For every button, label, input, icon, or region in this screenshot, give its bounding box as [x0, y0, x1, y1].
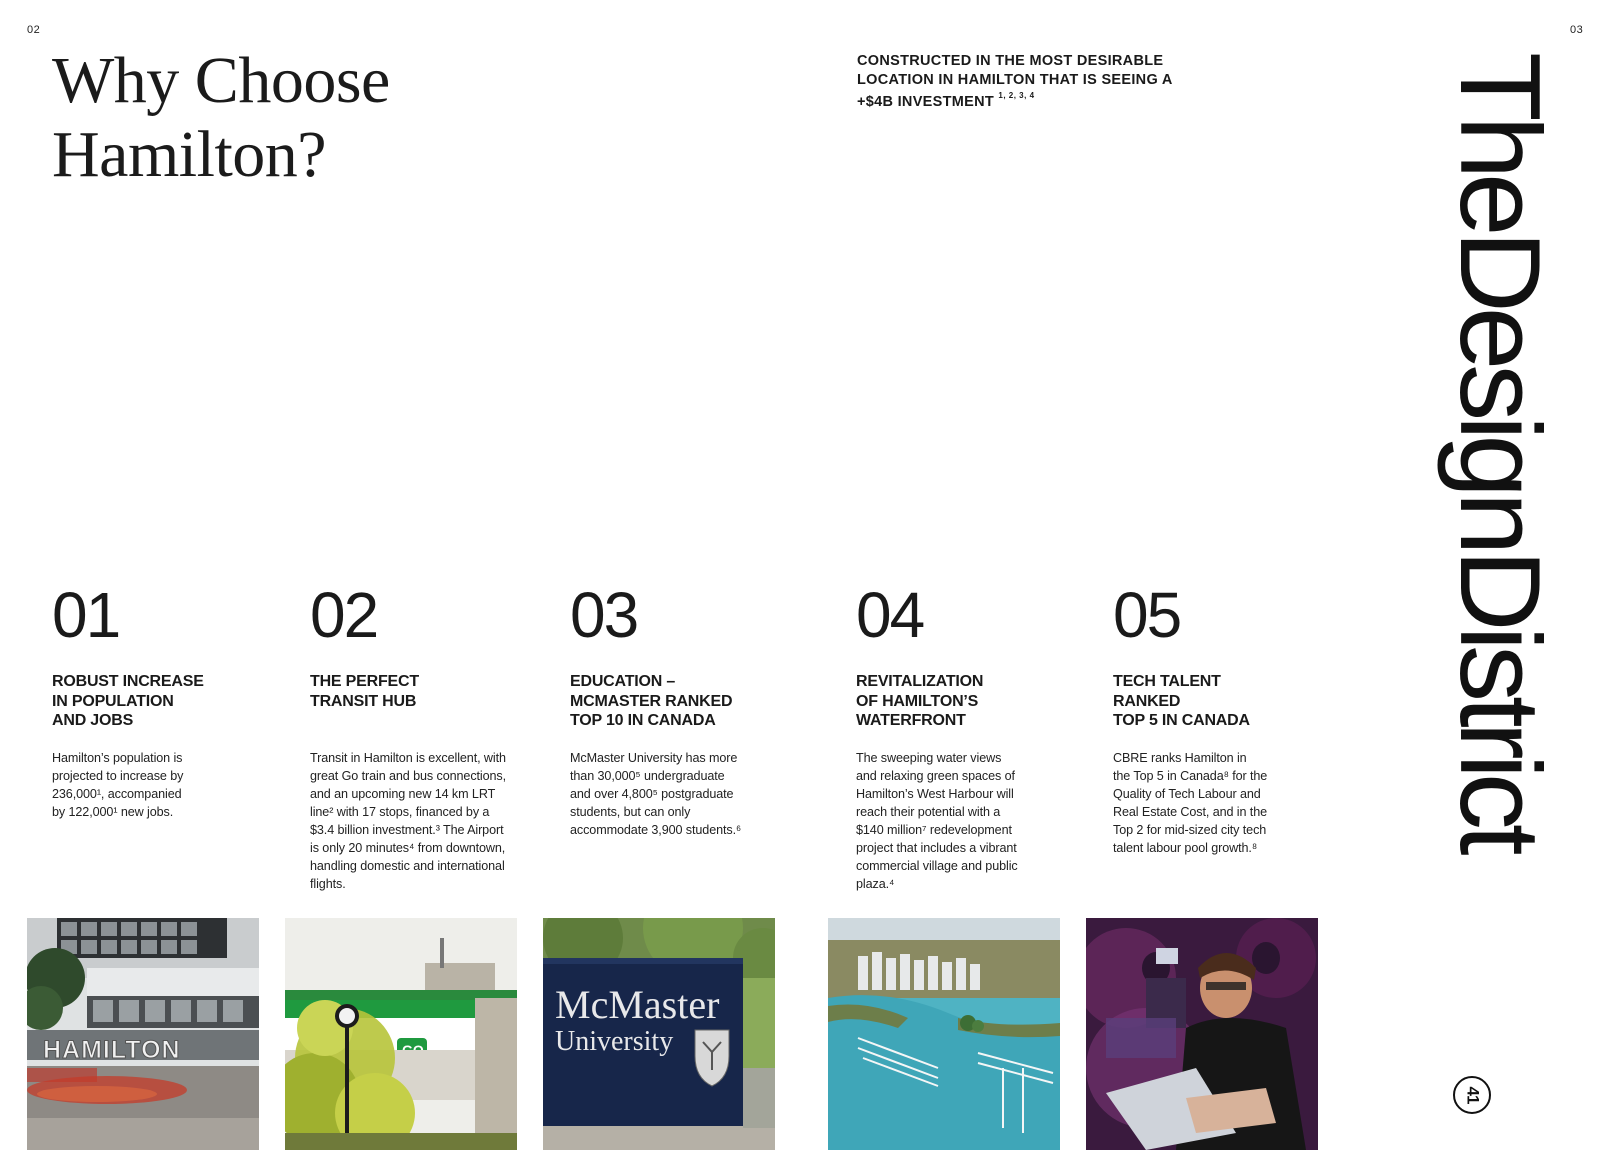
feature-body-line: CBRE ranks Hamilton in: [1113, 750, 1247, 765]
hamilton-sign-letters: HAMILTON: [43, 1036, 181, 1064]
feature-body-line: the Top 5 in Canada⁸ for the: [1113, 768, 1268, 783]
feature-heading-line: REVITALIZATION: [856, 673, 984, 690]
feature-body-line: is only 20 minutes⁴ from downtown,: [310, 840, 506, 855]
page-title-line-1: Why Choose: [52, 44, 390, 117]
feature-heading: [52, 672, 287, 731]
feature-heading-line: TOP 5 IN CANADA: [1113, 712, 1250, 729]
tagline-line-1: CONSTRUCTED IN THE MOST DESIRABLE: [857, 53, 1164, 69]
feature-body: [856, 749, 1091, 893]
photo-tech-worker: [1086, 918, 1318, 1150]
feature-body-line: talent labour pool growth.⁸: [1113, 840, 1258, 855]
feature-body-line: plaza.⁴: [856, 876, 895, 891]
feature-body: [570, 749, 805, 839]
tagline-line-3: +$4B INVESTMENT $^{1, 2, 3, 4}$: [857, 91, 1035, 110]
feature-body-line: The sweeping water views: [856, 750, 1002, 765]
feature-body-line: commercial village and public: [856, 858, 1018, 873]
feature-body-line: project that includes a vibrant: [856, 840, 1017, 855]
mcmaster-sign-line-2: University: [555, 1026, 674, 1057]
feature-waterfront: [856, 580, 1091, 893]
feature-body-line: Real Estate Cost, and in the: [1113, 804, 1268, 819]
feature-heading-line: THE PERFECT: [310, 673, 419, 690]
feature-number: 03: [570, 579, 638, 651]
feature-number: 01: [52, 579, 120, 651]
page-badge: [1453, 1076, 1491, 1114]
feature-body: [52, 749, 287, 821]
mcmaster-sign-line-1: McMaster: [555, 982, 720, 1027]
feature-heading-line: MCMASTER RANKED: [570, 692, 733, 710]
feature-body-line: by 122,000¹ new jobs.: [52, 804, 174, 819]
feature-heading: [310, 672, 545, 731]
brand-wordmark: [1428, 52, 1563, 1132]
feature-body-line: accommodate 3,900 students.⁶: [570, 822, 742, 837]
feature-body-line: flights.: [310, 876, 346, 891]
feature-body-line: Hamilton’s population is: [52, 750, 183, 765]
page-number-right: 03: [1570, 24, 1584, 36]
feature-body-line: line² with 17 stops, financed by a: [310, 804, 490, 819]
feature-transit: [310, 580, 545, 893]
feature-body-line: Hamilton’s West Harbour will: [856, 786, 1014, 801]
feature-body-line: $140 million⁷ redevelopment: [856, 822, 1012, 837]
feature-body-line: Top 2 for mid-sized city tech: [1113, 822, 1267, 837]
feature-body-line: and over 4,800⁵ postgraduate: [570, 786, 734, 801]
page-title-line-2: Hamilton?: [52, 118, 327, 191]
tagline-footnote-refs: 1, 2, 3, 4: [998, 91, 1035, 100]
investment-tagline: [857, 52, 1217, 111]
feature-population: [52, 580, 287, 821]
tagline-line-2: LOCATION IN HAMILTON THAT IS SEEING A: [857, 71, 1173, 88]
feature-body-line: and relaxing green spaces of: [856, 768, 1015, 783]
feature-heading-line: RANKED: [1113, 692, 1181, 710]
photo-mcmaster-sign: [543, 918, 775, 1150]
brand-name: TheDesignDistrict: [1436, 52, 1563, 850]
feature-body-line: than 30,000⁵ undergraduate: [570, 768, 725, 783]
page-title: [52, 44, 390, 192]
feature-heading: [856, 672, 1091, 731]
feature-body-line: handling domestic and international: [310, 858, 505, 873]
feature-education: [570, 580, 805, 839]
feature-number: 04: [856, 579, 924, 651]
feature-body: [310, 749, 545, 893]
feature-heading-line: AND JOBS: [52, 712, 134, 729]
feature-body-line: great Go train and bus connections,: [310, 768, 507, 783]
feature-body: [1113, 749, 1348, 857]
feature-heading-line: IN POPULATION: [52, 692, 174, 710]
feature-body-line: Transit in Hamilton is excellent, with: [310, 750, 506, 765]
feature-heading-line: EDUCATION –: [570, 673, 676, 690]
feature-heading-line: OF HAMILTON’S: [856, 692, 979, 710]
feature-body-line: 236,000¹, accompanied: [52, 786, 182, 801]
feature-body-line: Quality of Tech Labour and: [1113, 786, 1261, 801]
feature-heading-line: WATERFRONT: [856, 712, 966, 729]
feature-heading-line: TECH TALENT: [1113, 673, 1221, 690]
feature-heading-line: TRANSIT HUB: [310, 692, 417, 710]
feature-body-line: and an upcoming new 14 km LRT: [310, 786, 496, 801]
feature-number: 02: [310, 579, 378, 651]
feature-body-line: students, but can only: [570, 804, 691, 819]
feature-body-line: $3.4 billion investment.³ The Airport: [310, 822, 504, 837]
page-number-left: 02: [27, 24, 41, 36]
feature-body-line: projected to increase by: [52, 768, 184, 783]
feature-heading: [1113, 672, 1348, 731]
page-badge-number: 41: [1462, 1086, 1482, 1104]
photo-waterfront-aerial: [828, 918, 1060, 1150]
feature-heading-line: ROBUST INCREASE: [52, 673, 204, 690]
feature-heading: [570, 672, 805, 731]
photo-go-train: [285, 918, 517, 1150]
feature-number: 05: [1113, 579, 1181, 651]
feature-tech-talent: [1113, 580, 1348, 857]
photo-hamilton-sign: [27, 918, 259, 1150]
feature-body-line: McMaster University has more: [570, 750, 738, 765]
feature-body-line: reach their potential with a: [856, 804, 1001, 819]
feature-heading-line: TOP 10 IN CANADA: [570, 712, 716, 729]
